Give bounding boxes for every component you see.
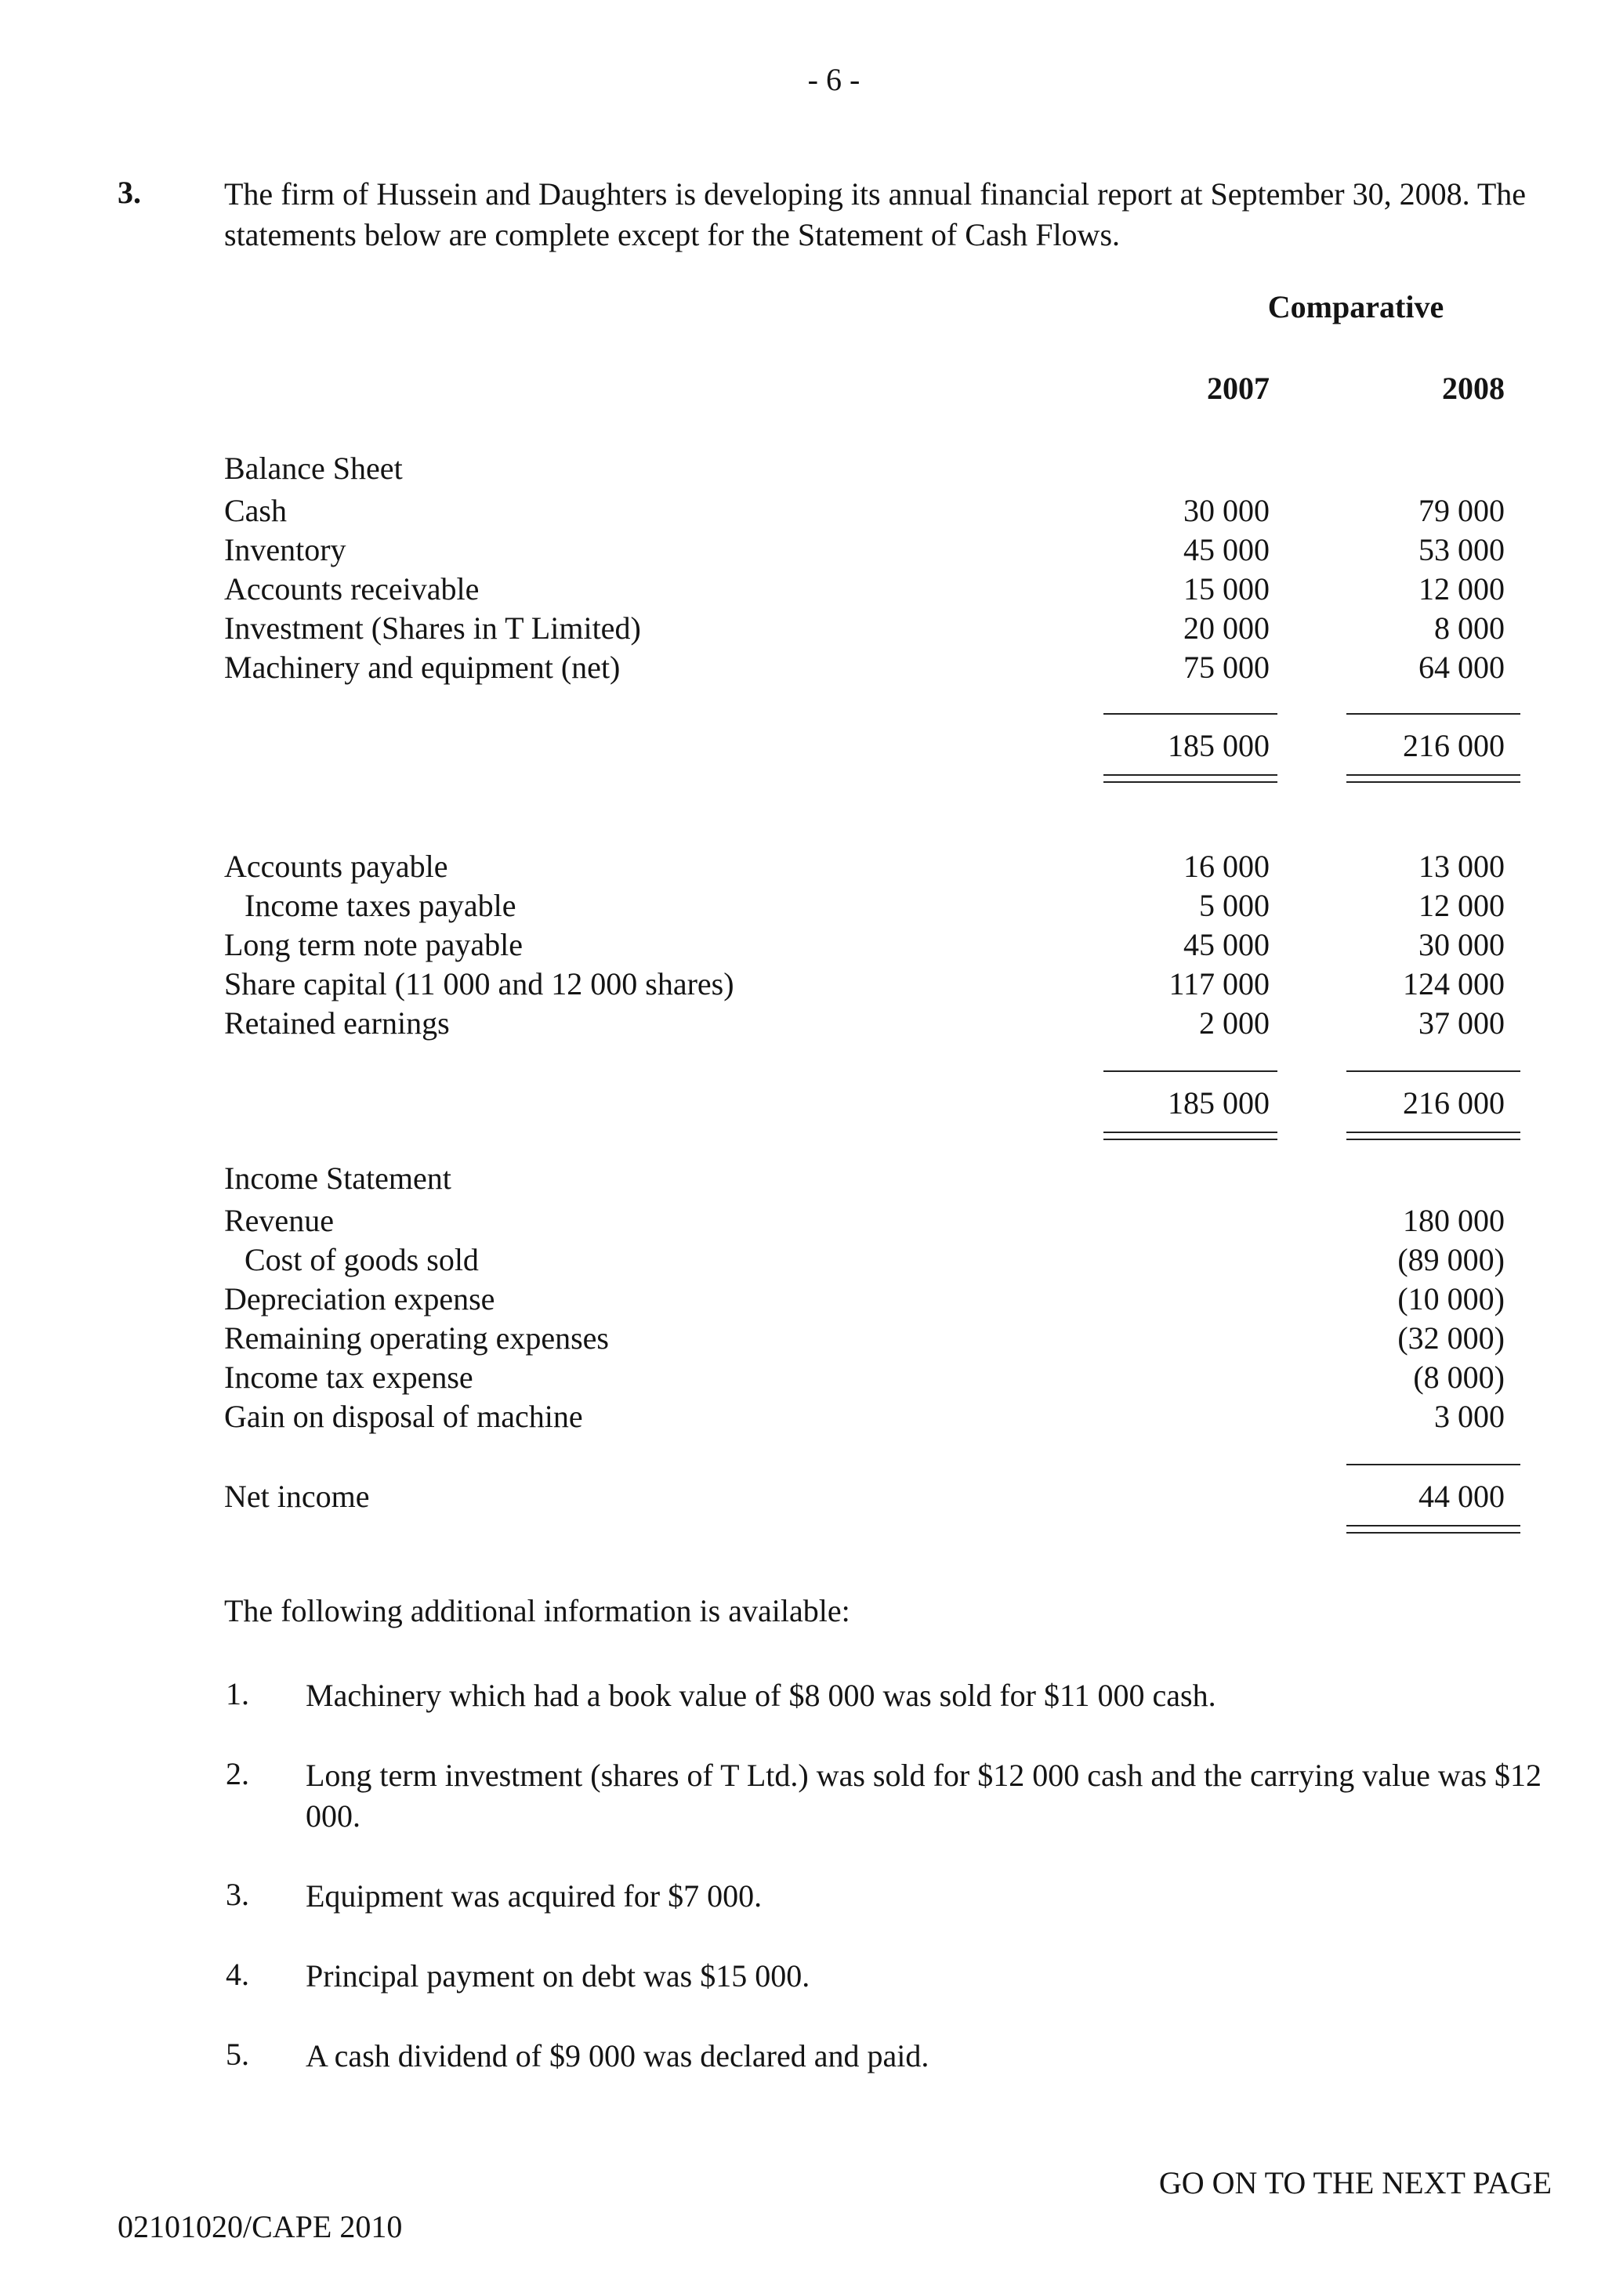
subtotal-rule-2008 <box>1346 1070 1520 1072</box>
value-2007: 117 000 <box>1168 966 1270 1001</box>
liability-row-share-capital <box>0 965 1605 1005</box>
item-text: Machinery which had a book value of $8 000 was sold for $11 000 cash. <box>306 1678 1216 1713</box>
assets-total-row <box>0 727 1605 766</box>
income-row-gain-on-disposal <box>0 1398 1605 1437</box>
additional-info-heading: The following additional information is available: <box>224 1593 850 1628</box>
balance-row-inventory <box>0 531 1605 570</box>
value-2008: 64 000 <box>1418 650 1505 685</box>
income-statement-title: Income Statement <box>224 1161 451 1196</box>
value-2007: 20 000 <box>1183 610 1270 646</box>
income-row-revenue <box>0 1202 1605 1241</box>
value-2007: 45 000 <box>1183 927 1270 962</box>
subtotal-rule-2007 <box>1103 713 1277 715</box>
balance-sheet-title: Balance Sheet <box>224 451 403 486</box>
item-number: 3. <box>226 1877 249 1912</box>
row-label: Accounts receivable <box>224 571 480 607</box>
subtotal-rule-2007 <box>1103 1070 1277 1072</box>
value-2008: 79 000 <box>1418 493 1505 528</box>
value-2008: (89 000) <box>1397 1242 1505 1277</box>
net-income-row <box>0 1478 1605 1517</box>
value-2008: 13 000 <box>1418 849 1505 884</box>
item-text: Long term investment (shares of T Ltd.) was sold for $12 000 cash and the carrying value was $12 000. <box>306 1758 1542 1834</box>
value-2008: (10 000) <box>1397 1281 1505 1316</box>
row-label: Accounts payable <box>224 849 448 884</box>
item-text: Equipment was acquired for $7 000. <box>306 1878 763 1914</box>
value-2008: 8 000 <box>1434 610 1505 646</box>
total-2007: 185 000 <box>1168 728 1270 763</box>
value-2007: 15 000 <box>1183 571 1270 607</box>
income-row-depreciation <box>0 1280 1605 1320</box>
item-text: Principal payment on debt was $15 000. <box>306 1958 810 1994</box>
item-text: A cash dividend of $9 000 was declared and paid. <box>306 2038 929 2073</box>
item-number: 4. <box>226 1957 249 1992</box>
row-label: Income taxes payable <box>245 888 516 923</box>
liability-row-accounts-payable <box>0 848 1605 887</box>
value-2008: 30 000 <box>1418 927 1505 962</box>
income-row-cost-of-goods-sold <box>0 1241 1605 1280</box>
balance-row-accounts-receivable <box>0 570 1605 610</box>
year-2007-header: 2007 <box>1207 371 1270 406</box>
value-2007: 16 000 <box>1183 849 1270 884</box>
total-double-rule-2008 <box>1346 1132 1520 1140</box>
item-number: 1. <box>226 1676 249 1711</box>
value-2008: 180 000 <box>1403 1203 1505 1238</box>
net-income-rule <box>1346 1464 1520 1465</box>
row-label: Income tax expense <box>224 1360 473 1395</box>
row-label: Revenue <box>224 1203 334 1238</box>
row-label: Long term note payable <box>224 927 523 962</box>
row-label: Retained earnings <box>224 1005 450 1041</box>
item-number: 5. <box>226 2037 249 2072</box>
net-income-value: 44 000 <box>1418 1479 1505 1514</box>
net-income-double-rule <box>1346 1525 1520 1534</box>
question-number: 3. <box>118 175 141 210</box>
total-double-rule-2007 <box>1103 774 1277 783</box>
total-2008: 216 000 <box>1403 1085 1505 1121</box>
liability-row-retained-earnings <box>0 1005 1605 1044</box>
comparative-header: Comparative <box>1267 289 1444 324</box>
value-2008: 12 000 <box>1418 888 1505 923</box>
value-2007: 5 000 <box>1199 888 1270 923</box>
value-2008: (32 000) <box>1397 1320 1505 1356</box>
row-label: Cash <box>224 493 287 528</box>
total-2007: 185 000 <box>1168 1085 1270 1121</box>
total-double-rule-2007 <box>1103 1132 1277 1140</box>
value-2007: 75 000 <box>1183 650 1270 685</box>
page-number: - 6 - <box>807 62 860 97</box>
year-2008-header: 2008 <box>1442 371 1505 406</box>
balance-row-machinery <box>0 649 1605 688</box>
value-2008: (8 000) <box>1413 1360 1505 1395</box>
exam-code: 02101020/CAPE 2010 <box>118 2209 403 2244</box>
total-2008: 216 000 <box>1403 728 1505 763</box>
row-label: Investment (Shares in T Limited) <box>224 610 641 646</box>
row-label: Gain on disposal of machine <box>224 1399 583 1434</box>
item-number: 2. <box>226 1756 249 1791</box>
value-2007: 45 000 <box>1183 532 1270 567</box>
row-label: Depreciation expense <box>224 1281 495 1316</box>
liability-row-income-taxes-payable <box>0 887 1605 926</box>
value-2008: 53 000 <box>1418 532 1505 567</box>
value-2008: 37 000 <box>1418 1005 1505 1041</box>
liabilities-total-row <box>0 1085 1605 1124</box>
subtotal-rule-2008 <box>1346 713 1520 715</box>
question-intro: The firm of Hussein and Daughters is developing its annual financial report at September 30, 2008. The statements below are complete except for the Statement of Cash Flows. <box>224 176 1527 252</box>
row-label: Inventory <box>224 532 346 567</box>
row-label: Share capital (11 000 and 12 000 shares) <box>224 966 734 1001</box>
liability-row-long-term-note <box>0 926 1605 965</box>
value-2007: 30 000 <box>1183 493 1270 528</box>
row-label: Net income <box>224 1479 370 1514</box>
value-2008: 124 000 <box>1403 966 1505 1001</box>
next-page-note: GO ON TO THE NEXT PAGE <box>1158 2165 1552 2200</box>
row-label: Machinery and equipment (net) <box>224 650 621 685</box>
value-2007: 2 000 <box>1199 1005 1270 1041</box>
income-row-operating-expenses <box>0 1320 1605 1359</box>
row-label: Remaining operating expenses <box>224 1320 609 1356</box>
value-2008: 12 000 <box>1418 571 1505 607</box>
income-row-income-tax <box>0 1359 1605 1398</box>
balance-row-cash <box>0 492 1605 531</box>
balance-row-investment <box>0 610 1605 649</box>
row-label: Cost of goods sold <box>245 1242 479 1277</box>
total-double-rule-2008 <box>1346 774 1520 783</box>
value-2008: 3 000 <box>1434 1399 1505 1434</box>
